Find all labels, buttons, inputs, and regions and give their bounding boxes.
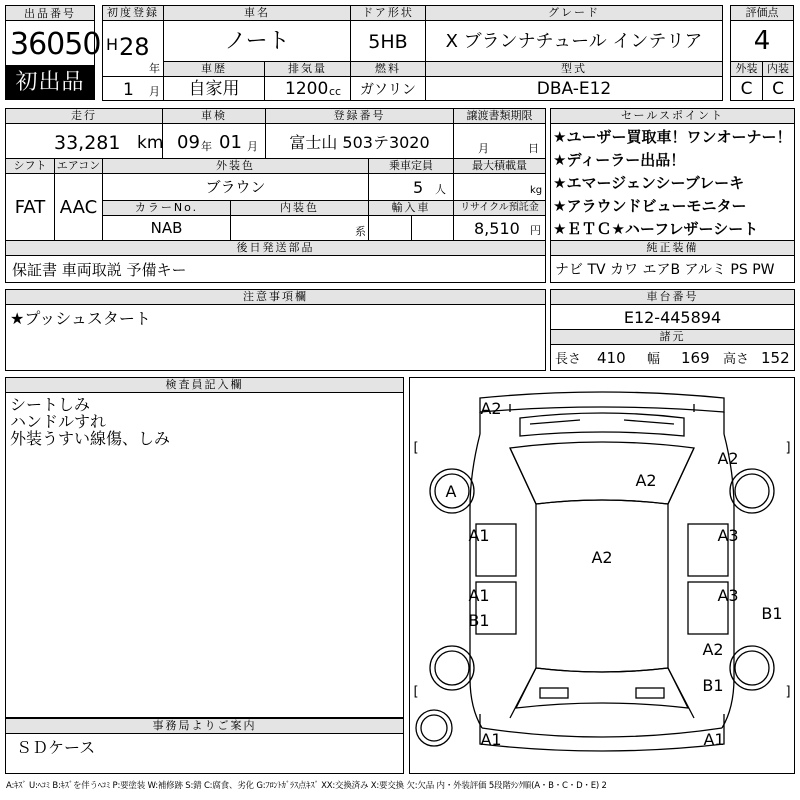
right-pillar	[668, 448, 694, 718]
color-no-value: NAB	[150, 219, 183, 237]
inspector-line: 外装うすい線傷、しみ	[10, 429, 171, 448]
inspection-year: 09	[177, 132, 200, 153]
fuel-value: ガソリン	[360, 82, 416, 98]
legend-text: A:ｷｽﾞ U:ﾍｺﾐ B:ｷｽﾞを伴うﾍｺﾐ P:要塗装 W:補修跡 S:錆 C:腐食、劣化 G:ﾌﾛﾝﾄｶﾞﾗｽ点ｷｽﾞ XX:交換済み X:要交換 欠:欠品 内・外装評価 5段階ﾗﾝｸ順(A・B・C・D・E) 2	[6, 781, 607, 791]
car-name-cell	[163, 20, 351, 62]
bracket: ]	[785, 684, 791, 700]
later-parts-cell	[5, 255, 546, 283]
color-no-cell	[102, 215, 231, 241]
mileage-label: 走行	[5, 108, 163, 124]
capacity-label: 乗車定員	[368, 158, 454, 174]
width-value: 169	[681, 349, 710, 367]
shift-value: FAT	[14, 197, 46, 218]
mileage-value: 33,281	[54, 132, 121, 154]
damage-mark: A2	[591, 548, 613, 567]
load-label: 最大積載量	[453, 158, 546, 174]
damage-mark: A3	[717, 526, 739, 545]
front-right-wheel	[730, 469, 774, 513]
ext-color-cell	[102, 173, 369, 201]
damage-mark: A2	[480, 399, 502, 418]
bracket: [	[413, 684, 419, 700]
history-cell	[163, 76, 265, 101]
ext-score-label: 外装	[730, 61, 763, 77]
chassis-number: E12-445894	[623, 308, 722, 327]
car-name: ノート	[224, 29, 290, 54]
inspector-line: シートしみ	[10, 395, 91, 414]
inspection-label: 車検	[162, 108, 266, 124]
inspection-month-unit: 月	[247, 140, 258, 153]
lot-number-cell	[5, 20, 101, 66]
ext-score-cell	[730, 76, 763, 101]
fuel-label: 燃料	[350, 61, 426, 77]
capacity-unit: 人	[435, 183, 446, 196]
spare-wheel-inner	[421, 715, 447, 741]
later-parts-label: 後日発送部品	[5, 240, 546, 256]
int-score-label: 内装	[762, 61, 794, 77]
first-reg-era: H	[106, 35, 119, 54]
grade-cell	[425, 20, 723, 62]
ext-color-label: 外装色	[102, 158, 369, 174]
first-reg-label: 初度登録	[102, 5, 164, 21]
left-pillar	[510, 448, 536, 718]
year-unit: 年	[149, 62, 160, 75]
office-box	[5, 733, 404, 774]
lot-label: 出品番号	[24, 7, 76, 20]
width-label: 幅	[647, 352, 661, 367]
car-name-label: 車名	[163, 5, 351, 21]
plate-cell	[265, 123, 454, 159]
load-cell	[453, 173, 546, 201]
front-right-wheel-inner	[735, 474, 769, 508]
car-diagram	[410, 378, 794, 773]
transfer-day-unit: 日	[528, 142, 539, 155]
model-value: DBA-E12	[536, 79, 612, 99]
rear-right-wheel	[730, 646, 774, 690]
transfer-cell	[453, 123, 546, 159]
height-label: 高さ	[723, 352, 750, 367]
damage-mark: B1	[702, 676, 724, 695]
displacement-cell	[264, 76, 351, 101]
mileage-unit: km	[137, 133, 164, 153]
model-cell	[425, 76, 723, 101]
lot-label-cell	[5, 5, 95, 21]
int-color-cell	[230, 215, 369, 241]
import-cell-b	[411, 215, 454, 241]
sales-point: ★アラウンドビューモニター	[553, 197, 747, 215]
capacity-value: 5	[413, 178, 424, 197]
first-reg-year: 28	[119, 33, 150, 61]
door-label: ドア形状	[350, 5, 426, 21]
transfer-label: 譲渡書類期限	[453, 108, 546, 124]
left-body-outline	[470, 434, 482, 728]
ac-value: AAC	[59, 197, 98, 218]
sales-label: セールスポイント	[550, 108, 795, 124]
score-cell	[730, 20, 794, 62]
score-value: 4	[753, 26, 771, 56]
damage-mark: A2	[635, 471, 657, 490]
right-taillight	[636, 688, 664, 698]
rear-right-wheel-inner	[735, 651, 769, 685]
inspection-month: 01	[219, 132, 242, 153]
shift-label: シフト	[5, 158, 55, 174]
damage-mark: A1	[468, 526, 490, 545]
inspector-box	[5, 392, 404, 718]
int-score: C	[772, 79, 784, 99]
model-label: 型式	[425, 61, 723, 77]
rear-left-wheel	[430, 646, 474, 690]
displacement-value: 1200	[285, 79, 329, 99]
headlight-lines	[530, 420, 674, 424]
rear-body-edge	[482, 728, 722, 737]
ac-cell	[54, 173, 103, 241]
equip-cell	[550, 255, 795, 283]
windshield	[510, 442, 694, 504]
damage-mark: A3	[717, 586, 739, 605]
first-reg-month: 1	[123, 80, 134, 100]
mileage-cell	[5, 123, 163, 159]
right-body-outline	[722, 434, 734, 728]
inspector-line: ハンドルすれ	[10, 412, 107, 431]
int-color-unit: 系	[355, 225, 366, 238]
displacement-unit: cc	[329, 85, 342, 98]
damage-mark: A1	[480, 730, 502, 749]
history-value: 自家用	[188, 79, 240, 99]
damage-mark: A	[445, 482, 457, 501]
recycle-unit: 円	[530, 224, 541, 237]
int-score-cell	[762, 76, 794, 101]
first-listing-text: 初出品	[15, 70, 85, 95]
inspector-label: 検査員記入欄	[5, 377, 404, 393]
front-bumper-outline	[480, 392, 724, 412]
shift-cell	[5, 173, 55, 241]
ext-score: C	[740, 79, 753, 99]
plate-value: 富士山 503テ3020	[289, 133, 430, 152]
front-grille	[520, 413, 684, 436]
recycle-label: リサイクル預託金	[453, 200, 546, 216]
month-unit: 月	[149, 85, 160, 98]
sales-points-box	[550, 123, 795, 241]
equip-label: 純正装備	[550, 240, 795, 256]
recycle-cell	[453, 215, 546, 241]
inspection-cell	[162, 123, 266, 159]
capacity-cell	[368, 173, 454, 201]
damage-mark: A1	[703, 730, 725, 749]
notes-label: 注意事項欄	[5, 289, 546, 305]
chassis-cell	[550, 304, 795, 330]
dims-label: 諸元	[550, 329, 795, 345]
ac-label: エアコン	[54, 158, 103, 174]
bracket: ]	[785, 440, 791, 456]
sales-point: ★エマージェンシーブレーキ	[553, 174, 745, 192]
sales-point: ★ＥＴＣ★ハーフレザーシート	[553, 220, 759, 238]
first-reg-month-cell	[102, 76, 164, 101]
front-bumper-sides	[480, 412, 724, 434]
ext-color-value: ブラウン	[205, 178, 266, 196]
first-reg-year-cell	[102, 20, 164, 77]
chassis-label: 車台番号	[550, 289, 795, 305]
office-text: ＳＤケース	[16, 738, 96, 757]
later-parts-value: 保証書 車両取説 予備キー	[12, 261, 187, 279]
history-label: 車歴	[163, 61, 265, 77]
office-label: 事務局よりご案内	[5, 718, 404, 734]
roof	[536, 500, 668, 672]
lot-number: 36050	[10, 27, 101, 62]
left-taillight	[540, 688, 568, 698]
int-color-label: 内装色	[230, 200, 369, 216]
damage-mark: B1	[468, 611, 490, 630]
sales-point: ★ディーラー出品！	[553, 151, 686, 169]
grade-label: グレード	[425, 5, 723, 21]
length-value: 410	[597, 349, 626, 367]
height-value: 152	[761, 349, 790, 367]
import-label: 輸入車	[368, 200, 454, 216]
length-label: 長さ	[555, 352, 582, 367]
fuel-cell	[350, 76, 426, 101]
notes-box	[5, 304, 546, 371]
door-value: 5HB	[368, 31, 408, 53]
damage-mark: B1	[761, 604, 783, 623]
first-listing-badge	[5, 66, 95, 100]
inspection-year-unit: 年	[201, 140, 212, 153]
plate-label: 登録番号	[265, 108, 454, 124]
damage-mark: A1	[468, 586, 490, 605]
load-unit: kg	[530, 185, 543, 196]
transfer-month-unit: 月	[478, 142, 489, 155]
door-cell	[350, 20, 426, 62]
bracket: [	[413, 440, 419, 456]
dims-cell	[550, 344, 795, 371]
damage-mark: A2	[717, 449, 739, 468]
color-no-label: カラーNo.	[102, 200, 231, 216]
import-cell-a	[368, 215, 412, 241]
notes-text: ★プッシュスタート	[10, 309, 151, 328]
score-label: 評価点	[730, 5, 794, 21]
rear-left-wheel-inner	[435, 651, 469, 685]
damage-mark: A2	[702, 640, 724, 659]
equip-value: ナビ TV カワ エアB アルミ PS PW	[555, 262, 775, 278]
car-diagram-box	[409, 377, 795, 774]
displacement-label: 排気量	[264, 61, 351, 77]
recycle-value: 8,510	[474, 219, 520, 238]
sales-point: ★ユーザー買取車！ワンオーナー！	[553, 128, 792, 146]
grade-value: X ブランナチュール インテリア	[445, 31, 703, 52]
